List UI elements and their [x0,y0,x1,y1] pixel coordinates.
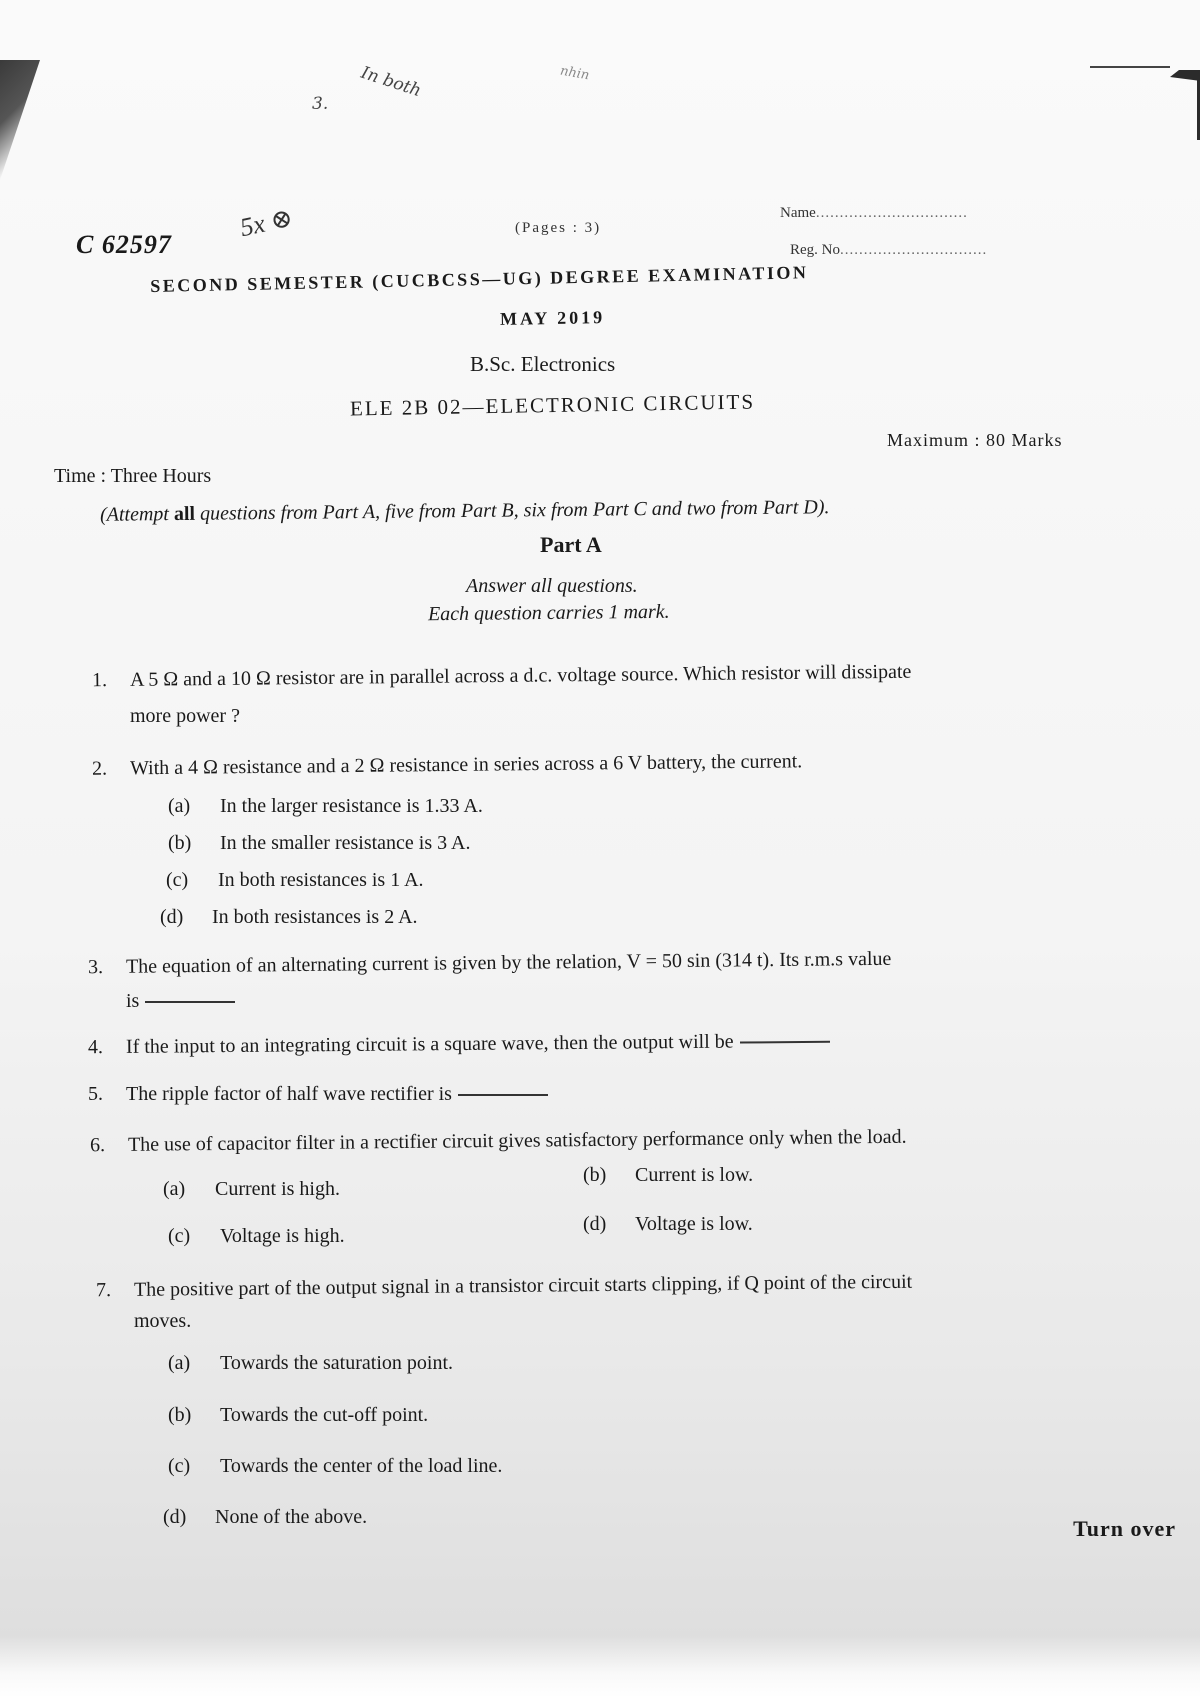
maximum-marks: Maximum : 80 Marks [887,430,1063,450]
option [163,1178,340,1201]
answer-blank [740,1041,830,1044]
question-6 [90,1126,907,1158]
page-bottom-edge [0,1636,1200,1698]
question-text: If the input to an integrating circuit is a square wave, then the output will be [125,1030,734,1058]
question-number: 5. [88,1083,103,1105]
question-number: 1. [91,669,108,692]
course-title: ELE 2B 02—ELECTRONIC CIRCUITS [349,389,756,421]
option-label: (c) [168,1225,191,1247]
exam-time: Time : Three Hours [54,465,212,487]
question-1-cont: more power ? [130,705,240,727]
instructions [100,496,830,527]
turn-over-note: Turn over [1073,1516,1176,1541]
option-label: (d) [160,906,184,928]
answer-blank [458,1094,548,1096]
option-text: Current is low. [635,1164,754,1186]
part-a-title: Part A [540,532,602,557]
option [583,1164,753,1187]
option-text: In both resistances is 1 A. [218,869,424,891]
option-label: (a) [168,1352,191,1374]
question-1 [92,661,912,693]
question-5 [88,1083,548,1106]
option-label: (a) [163,1178,186,1200]
question-text: is [126,990,140,1012]
handwritten-number: 3. [312,94,329,114]
reg-dots: ............................... [840,242,988,258]
question-number: 3. [87,956,104,979]
question-2 [92,750,802,780]
reg-label: Reg. No [790,242,840,258]
option [168,1404,428,1427]
instruction-all: all [173,502,196,526]
answer-blank [145,1001,235,1003]
question-4 [88,1030,830,1059]
option [168,795,483,818]
question-7 [96,1271,912,1303]
page-clip-shadow [1170,70,1200,140]
paper-code: C 62597 [76,230,172,259]
instruction-rest: questions from Part A, five from Part B, six from Part C and two from Part D). [194,496,830,525]
option-text: Towards the saturation point. [220,1352,453,1374]
handwritten-mark: 5x ⊗ [237,202,296,243]
option-text: Towards the cut-off point. [220,1404,429,1426]
question-number: 7. [95,1279,112,1302]
question-text: The equation of an alternating current is given by the relation, V = 50 sin (314 t). Its r.m.s value [125,947,892,978]
option [168,832,471,855]
option-label: (b) [583,1164,607,1186]
option-text: None of the above. [215,1506,368,1528]
option [168,1352,453,1375]
handwritten-note: In both [358,62,424,102]
option-text: In the smaller resistance is 3 A. [220,832,471,854]
question-text: The use of capacitor filter in a rectifier circuit gives satisfactory performance only when the load. [127,1125,907,1156]
option-label: (d) [163,1506,187,1528]
page-corner-shadow [0,60,40,180]
exam-month: MAY 2019 [499,307,606,329]
option-text: Voltage is low. [635,1213,753,1235]
part-a-marks: Each question carries 1 mark. [427,600,670,626]
option [166,869,424,892]
name-label: Name [780,205,816,221]
question-number: 2. [91,757,108,780]
option [160,906,418,929]
option-text: Current is high. [215,1178,340,1200]
question-3 [88,948,892,979]
reg-no-field [790,242,987,259]
question-text: The positive part of the output signal in a transistor circuit starts clipping, if Q point of the circuit [133,1270,913,1301]
question-number: 6. [89,1134,106,1157]
option-label: (c) [168,1455,191,1477]
option-label: (b) [168,832,192,854]
program-name: B.Sc. Electronics [470,352,616,376]
name-field [780,205,968,222]
option-text: Voltage is high. [220,1225,345,1247]
option-label: (a) [168,795,191,817]
faint-scribble: nhin [558,63,591,84]
option-text: In the larger resistance is 1.33 A. [220,795,483,817]
page-count: (Pages : 3) [515,220,602,236]
option [163,1506,367,1529]
exam-title: SECOND SEMESTER (CUCBCSS—UG) DEGREE EXAMINATION [150,262,809,296]
question-text: A 5 Ω and a 10 Ω resistor are in parallel across a d.c. voltage source. Which resistor will dissipate [129,660,912,691]
edge-rule [1090,66,1170,68]
part-a-instruction: Answer all questions. [466,575,638,597]
option [583,1213,753,1236]
option [168,1455,502,1478]
option-text: In both resistances is 2 A. [212,906,418,928]
option-label: (d) [583,1213,607,1235]
instruction-prefix: (Attempt [99,503,175,526]
question-3-cont [126,990,235,1013]
question-text: The ripple factor of half wave rectifier is [126,1083,452,1105]
name-dots: ................................ [815,205,968,221]
question-number: 4. [87,1036,104,1059]
option-label: (b) [168,1404,192,1426]
option [168,1225,345,1248]
question-text: With a 4 Ω resistance and a 2 Ω resistance in series across a 6 V battery, the current. [129,750,803,780]
option-text: Towards the center of the load line. [220,1455,503,1477]
question-7-cont: moves. [134,1310,192,1332]
option-label: (c) [166,869,189,891]
